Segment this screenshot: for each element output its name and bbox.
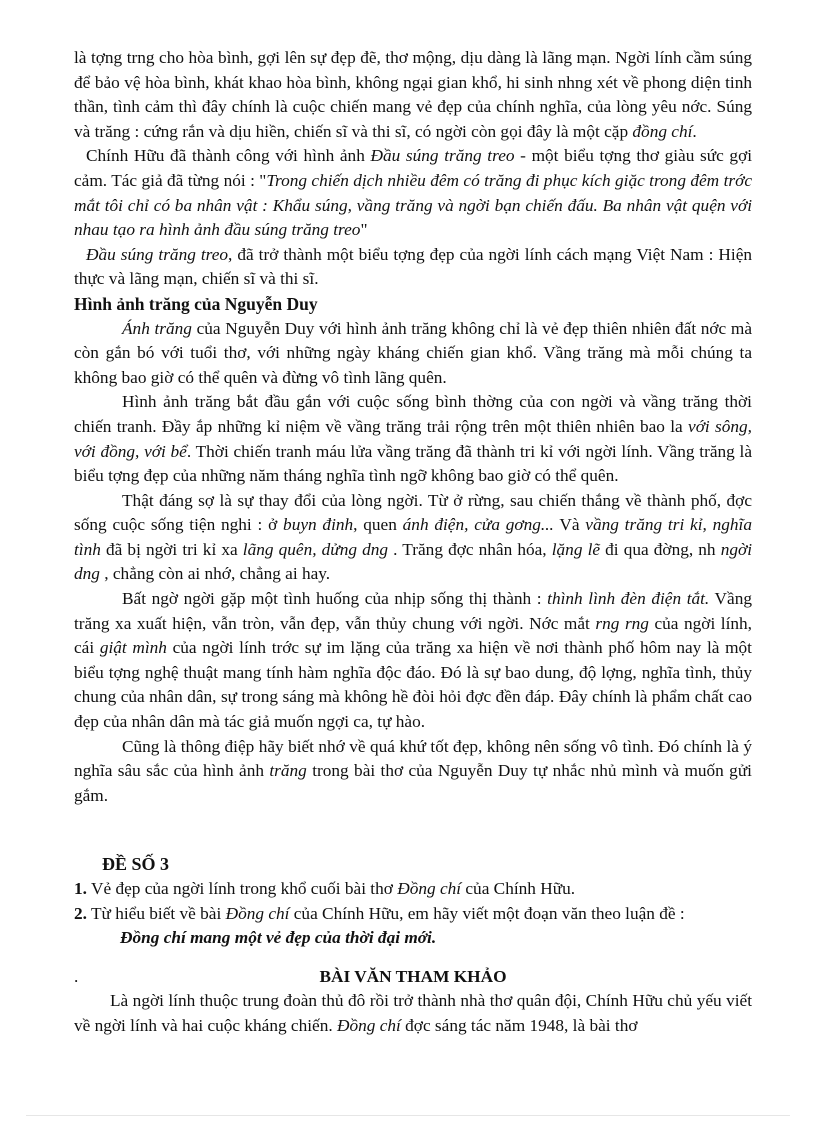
spacer <box>74 808 752 852</box>
italic-text: vầng trăng tri kỉ, nghĩa tình <box>74 515 752 559</box>
section-anh-trang <box>74 292 752 808</box>
text-run: đi qua đờng, nh <box>600 539 721 559</box>
italic-text: Đầu súng trăng treo <box>86 244 229 264</box>
text-run: của ngời lính trớc sự im lặng của trăng xa hiện về nơi thành phố hôm nay là một biểu tợng nghệ thuật mang tính hàm nghĩa độc đáo. Đó là sự bao dung, độ lợng, nghĩa tình, thủy chung của nhân dân, sự trong sáng mà không hề đòi hỏi đợc đền đáp. Đây chính là phẩm chất cao đẹp của nhân dân mà tác giả muốn ngợi ca, tự hào. <box>74 638 752 732</box>
section-dau-sung-trang-treo <box>74 46 752 292</box>
text-run: . Trăng đợc nhân hóa, <box>388 539 552 559</box>
italic-text: đồng chí <box>632 121 693 141</box>
text-run: của Nguyễn Duy với hình ảnh trăng không chỉ là vẻ đẹp thiên nhiên đất nớc mà còn gắn bó với tuổi thơ, với những ngày kháng chiến gian khổ. Vầng trăng mà mỗi chúng ta không bao giờ có thể quên và đừng vô tình lãng quên. <box>74 318 752 387</box>
italic-text: Đồng chí <box>337 1015 401 1035</box>
italic-text: ánh điện, cửa gơng... <box>402 515 554 535</box>
text-run: trong bài thơ của Nguyễn Duy tự nhắc nhủ mình và muốn gửi gắm. <box>74 761 752 805</box>
text-run: của Chính Hữu. <box>461 879 576 898</box>
text-run: Thật đáng sợ là sự thay đổi của lòng ngời. Từ ở rừng, sau chiến thắng về thành phố, đợc sống cuộc sống tiện nghi : ở <box>74 490 752 535</box>
italic-text: Ánh trăng <box>122 318 192 338</box>
page-bottom-edge <box>26 1115 790 1116</box>
italic-text: rng rng <box>595 613 649 633</box>
italic-text: ngời dng <box>74 539 752 584</box>
paragraph <box>74 587 752 735</box>
text-run: đợc sáng tác năm 1948, là bài thơ <box>400 1015 638 1035</box>
italic-text: với sông, với đồng, với bể <box>74 416 752 461</box>
question-1 <box>74 877 752 902</box>
text-run: Từ hiểu biết về bài <box>86 903 226 923</box>
text-run: Vầng trăng xa xuất hiện, vẫn tròn, vẫn đẹp, vẫn thủy chung với ngời. Nớc mắt <box>74 589 752 633</box>
thesis-statement: Đồng chí mang một vẻ đẹp của thời đại mới. <box>120 928 437 948</box>
text-run: Bất ngờ ngời gặp một tình huống của nhịp sống thị thành : <box>122 589 548 609</box>
italic-text: thình lình đèn điện tắt. <box>547 589 710 609</box>
paragraph <box>74 390 752 488</box>
paragraph <box>74 46 752 144</box>
question-number: 1. <box>74 879 87 898</box>
question-text <box>87 904 685 923</box>
text-run: Hình ảnh trăng bắt đầu gắn với cuộc sống bình thờng của con ngời và vầng trăng thời chiến tranh. Đầy ắp những kỉ niệm về vầng trăng trải rộng trên một thiên nhiên bao la <box>74 392 752 436</box>
italic-text: lặng lẽ <box>551 539 601 559</box>
text-run: của Chính Hữu, em hãy viết một đoạn văn theo luận đề : <box>289 903 685 923</box>
text-run: của ngời lính, cái <box>74 613 752 658</box>
reference-title-row <box>74 965 752 990</box>
text-run: - một biểu tợng thơ giàu sức gợi cảm. Tác giả đã từng nói : " <box>74 146 753 190</box>
question-number: 2. <box>74 903 87 923</box>
italic-text: giật mình <box>99 638 167 658</box>
text-run: Chính Hữu đã thành công với hình ảnh <box>86 146 371 166</box>
text-run: Và <box>553 515 586 535</box>
italic-text: Trong chiến dịch nhiều đêm có trăng đi phục kích giặc trong đêm trớc mắt tôi chỉ có ba nhân vật : Khẩu súng, vầng trăng và ngời bạn chiến đấu. Ba nhân vật quện với nhau tạo ra hình ảnh đầu súng trăng treo <box>74 170 752 240</box>
paragraph <box>74 144 752 242</box>
reference-title: BÀI VĂN THAM KHẢO <box>319 966 507 986</box>
paragraph <box>74 317 752 391</box>
section-heading: Hình ảnh trăng của Nguyễn Duy <box>74 293 318 314</box>
text-run: là tợng trng cho hòa bình, gợi lên sự đẹp đẽ, thơ mộng, dịu dàng là lãng mạn. Ngời lính cầm súng để bảo vệ hòa bình, khát khao hòa bình, không ngại gian khổ, hi sinh nhng xét về phong diện tinh thần, tình cảm thì đây chính là cuộc chiến mang vẻ đẹp của chính nghĩa, của lòng yêu nớc. Súng và trăng : cứng rắn và dịu hiền, chiến sĩ và thi sĩ, có ngời còn gọi đây là một cặp <box>74 48 752 141</box>
text-run: Vẻ đẹp của ngời lính trong khổ cuối bài thơ <box>86 879 398 898</box>
document-body <box>74 46 752 1039</box>
italic-text: Đầu súng trăng treo <box>370 146 515 166</box>
text-run: Là ngời lính thuộc trung đoàn thủ đô rồi trở thành nhà thơ quân đội, Chính Hữu chủ yếu viết về ngời lính và hai cuộc kháng chiến. <box>74 991 752 1035</box>
text-run: " <box>360 220 368 240</box>
paragraph <box>74 989 752 1038</box>
question-text <box>87 879 575 898</box>
text-run: . Thời chiến tranh máu lửa vầng trăng đã thành tri kỉ với ngời lính. Vầng trăng là biểu tợng đẹp của những năm tháng nghĩa tình ngỡ không bao giờ có thể quên. <box>74 441 752 486</box>
text-run: Cũng là thông điệp hãy biết nhớ về quá khứ tốt đẹp, không nên sống vô tình. Đó chính là ý nghĩa sâu sắc của hình ảnh <box>74 736 752 781</box>
text-run: , quen <box>353 515 403 535</box>
text-run: , đã trở thành một biểu tợng đẹp của ngời lính cách mạng Việt Nam : Hiện thực và lãng mạn, chiến sĩ và thi sĩ. <box>74 244 753 289</box>
bullet-dot: . <box>74 966 79 986</box>
italic-text: Đồng chí <box>397 879 462 898</box>
italic-text: lãng quên, dửng dng <box>242 539 389 559</box>
italic-text: buyn đinh <box>283 515 354 535</box>
text-run: . <box>692 121 697 141</box>
reference-section <box>74 965 752 1039</box>
italic-text: trăng <box>269 761 307 781</box>
italic-text: Đồng chí <box>225 903 290 923</box>
paragraph <box>74 489 752 587</box>
text-run: , chẳng còn ai nhớ, chẳng ai hay. <box>99 564 331 584</box>
exercise-title: ĐỀ SỐ 3 <box>102 854 170 875</box>
paragraph <box>74 243 752 292</box>
paragraph <box>74 735 752 809</box>
question-2 <box>74 902 752 927</box>
exercise-section <box>74 852 752 950</box>
text-run: đã bị ngời tri kỉ xa <box>100 539 243 559</box>
